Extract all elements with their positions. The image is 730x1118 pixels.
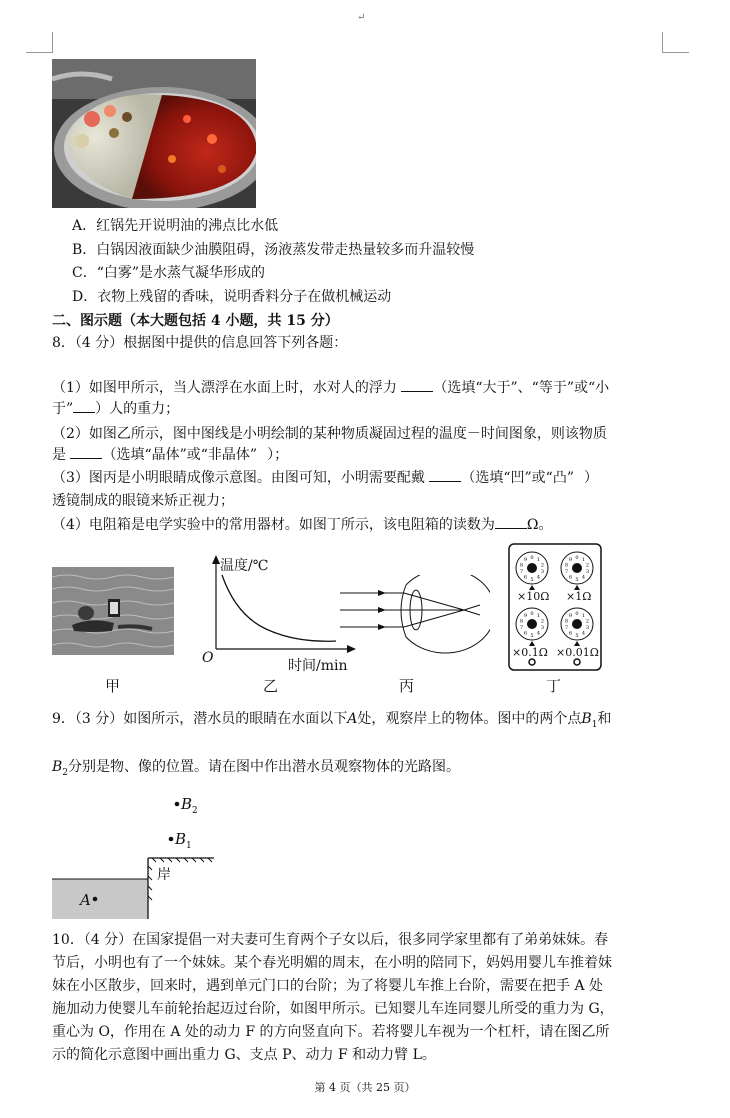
dial-digit: 7 — [519, 569, 524, 576]
q9-line2: $B_2$分别是物、像的位置。请在图中作出潜水员观察物体的光路图。 — [52, 759, 461, 778]
q8-part2-line2: 是 （选填“晶体”或“非晶体” ）； — [52, 447, 289, 463]
dial-digit: 9 — [523, 612, 528, 619]
dial-digit: 5 — [575, 632, 579, 639]
point-b1-label: $B_1$ — [175, 830, 192, 851]
dial-digit: 3 — [585, 625, 590, 632]
dial-digit: 8 — [519, 562, 524, 569]
blank[interactable] — [73, 400, 95, 413]
shore-label: 岸 — [157, 867, 171, 883]
dial-digit: 1 — [536, 612, 541, 619]
q10-line4: 施加动力使婴儿车前轮抬起迈过台阶，如图甲所示。已知婴儿车连同婴儿所受的重力为 G， — [52, 1001, 614, 1017]
figure-label-ding: 丁 — [546, 677, 562, 695]
q9-line1: 9．（3 分）如图所示，潜水员的眼睛在水面以下A处，观察岸上的物体。图中的两个点$B_1$和 — [52, 711, 612, 730]
q8-part4: （4）电阻箱是电学实验中的常用器材。如图丁所示，该电阻箱的读数为 Ω。 — [52, 517, 553, 533]
q10-line1: 10．（4 分）在国家提倡一对夫妻可生育两个子女以后，很多同学家里都有了弟弟妹妹。春 — [52, 932, 609, 948]
dial-digit: 6 — [523, 630, 528, 637]
dial-digit: 4 — [536, 574, 541, 581]
dial-digit: 2 — [585, 618, 590, 625]
dial-digit: 3 — [540, 625, 545, 632]
graph-origin: O — [202, 650, 214, 666]
dial-digit: 7 — [564, 625, 569, 632]
dial-label-x1: ×1Ω — [566, 590, 592, 603]
dial-digit: 0 — [575, 610, 579, 617]
q10-line6: 示的简化示意图中画出重力 G、支点 P、动力 F 和动力臂 L。 — [52, 1047, 436, 1063]
dial-digit: 1 — [581, 612, 586, 619]
blank[interactable] — [70, 446, 102, 459]
dial-digit: 5 — [530, 632, 534, 639]
left-corner-mark — [26, 32, 53, 53]
dial-digit: 8 — [564, 562, 569, 569]
graph-y-axis-label: 温度/℃ — [220, 558, 269, 574]
figure-label-yi: 乙 — [263, 677, 279, 695]
dial-digit: 4 — [581, 630, 586, 637]
dial-digit: 5 — [575, 576, 579, 583]
blank[interactable] — [429, 469, 461, 482]
paragraph-mark: ↵ — [357, 12, 366, 23]
point-b2-label: $B_2$ — [181, 795, 198, 816]
right-corner-mark — [662, 32, 689, 53]
option-c: C．“白雾”是水蒸气凝华形成的 — [72, 265, 266, 281]
option-a: A．红锅先开说明油的沸点比水低 — [72, 218, 279, 234]
q8-stem: 8．（4 分）根据图中提供的信息回答下列各题： — [52, 335, 348, 351]
eye-imaging-diagram — [340, 575, 490, 655]
dial-label-x0.01: ×0.01Ω — [556, 646, 599, 659]
dial-digit: 2 — [540, 618, 545, 625]
q10-line5: 重心为 O，作用在 A 处的动力 F 的方向竖直向下。若将婴儿车视为一个杠杆，请在图乙所 — [52, 1024, 610, 1040]
dial-digit: 2 — [540, 562, 545, 569]
dial-digit: 7 — [564, 569, 569, 576]
blank[interactable] — [401, 379, 433, 392]
option-b: B．白锅因液面缺少油膜阻碍，汤液蒸发带走热量较多而升温较慢 — [72, 242, 475, 258]
blank[interactable] — [495, 516, 527, 529]
dial-digit: 9 — [523, 556, 528, 563]
dial-digit: 9 — [568, 612, 573, 619]
floating-person-photo — [52, 567, 174, 655]
dial-digit: 3 — [585, 569, 590, 576]
dial-digit: 5 — [530, 576, 534, 583]
point-a-label: A — [80, 891, 91, 909]
dial-digit: 1 — [536, 556, 541, 563]
figure-label-jia: 甲 — [105, 677, 121, 695]
dial-digit: 6 — [568, 630, 573, 637]
dial-digit: 0 — [530, 554, 534, 561]
q8-part1-line2: 于” ）人的重力； — [52, 401, 180, 417]
q8-part1-line1: （1）如图甲所示，当人漂浮在水面上时，水对人的浮力 （选填“大于”、“等于”或“小 — [52, 380, 610, 396]
dial-digit: 6 — [523, 574, 528, 581]
q8-part3-line1: （3）图丙是小明眼睛成像示意图。由图可知，小明需要配戴 （选填“凹”或“凸” ） — [52, 470, 598, 486]
section-heading: 二、图示题（本大题包括 4 小题，共 15 分） — [52, 313, 339, 329]
q10-line3: 妹在小区散步，回来时，遇到单元门口的台阶；为了将婴儿车推上台阶，需要在把手 A 处 — [52, 978, 604, 994]
dial-digit: 0 — [575, 554, 579, 561]
dial-digit: 2 — [585, 562, 590, 569]
dial-digit: 7 — [519, 625, 524, 632]
page-footer: 第 4 页（共 25 页） — [314, 1081, 416, 1094]
dial-label-x0.1: ×0.1Ω — [512, 646, 548, 659]
dial-digit: 1 — [581, 556, 586, 563]
figure-label-bing: 丙 — [399, 677, 415, 695]
graph-x-axis-label: 时间/min — [288, 658, 348, 674]
dial-digit: 9 — [568, 556, 573, 563]
q8-part2-line1: （2）如图乙所示，图中图线是小明绘制的某种物质凝固过程的温度－时间图象，则该物质 — [52, 426, 607, 442]
dial-digit: 6 — [568, 574, 573, 581]
dial-digit: 3 — [540, 569, 545, 576]
q8-part3-line2: 透镜制成的眼镜来矫正视力； — [52, 493, 234, 509]
dial-digit: 4 — [581, 574, 586, 581]
dial-digit: 4 — [536, 630, 541, 637]
hotpot-photo — [52, 59, 256, 208]
q10-line2: 节后，小明也有了一个妹妹。某个春光明媚的周末，在小明的陪同下，妈妈用婴儿车推着妹 — [52, 955, 612, 971]
dial-label-x10: ×10Ω — [517, 590, 550, 603]
dial-digit: 8 — [519, 618, 524, 625]
dial-digit: 0 — [530, 610, 534, 617]
option-d: D．衣物上残留的香味，说明香料分子在做机械运动 — [72, 289, 392, 305]
dial-digit: 8 — [564, 618, 569, 625]
